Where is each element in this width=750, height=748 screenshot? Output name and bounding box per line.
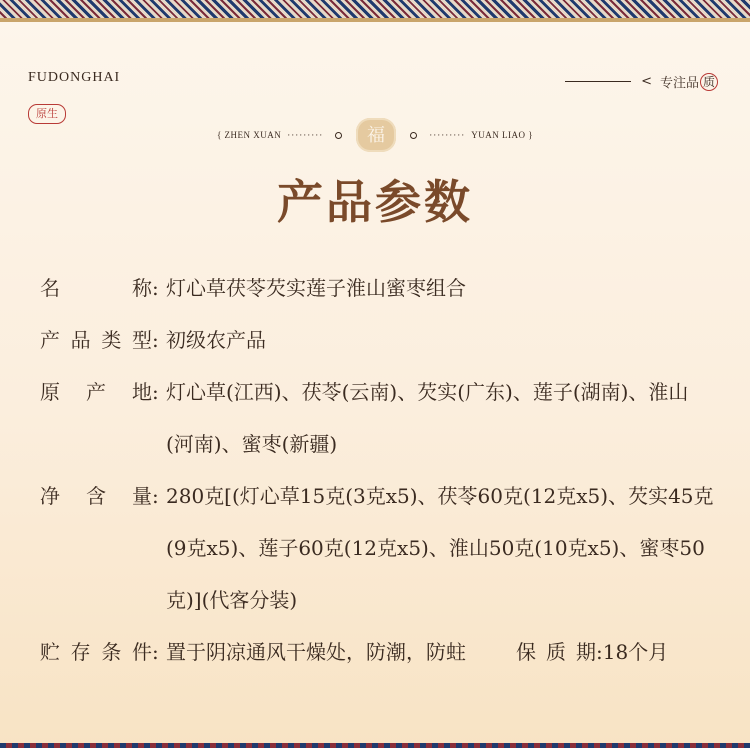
spec-value: 灯心草(江西)、茯苓(云南)、芡实(广东)、莲子(湖南)、淮山 (河南)、蜜枣(新疆) [166,380,689,456]
bottom-border [0,743,750,748]
spec-row-content: 净含量 : 280克[(灯心草15克(3克x5)、茯苓60克(12克x5)、芡实45克(9克x5)、莲子60克(12克x5)、淮山50克(10克x5)、蜜枣50克)](代客分装) [40,470,720,626]
deco-ring-icon [410,132,417,139]
spec-value: 初级农产品 [166,328,266,352]
brand-seal: 原生 [28,104,66,124]
decorative-divider [0,118,750,152]
top-ornamental-border [0,0,750,22]
brand-name: FUDONGHAI [28,70,121,85]
spec-list [40,262,720,678]
deco-dots-left: ········· [287,130,324,140]
page-title: 产品参数 [277,175,473,229]
deco-ring-icon [335,132,342,139]
storage-value: 置于阴凉通风干燥处，防潮，防蛀 [166,640,466,664]
deco-left-text: { ZHEN XUAN [216,130,282,140]
deco-dots-right: ········· [429,130,466,140]
tagline-arrow-icon: < [641,74,652,89]
spec-label: 净含量 [40,484,152,508]
spec-label: 原产地 [40,380,152,404]
fu-emblem: 福 [356,118,396,152]
tagline-line [565,81,631,82]
spec-value: 灯心草茯苓芡实莲子淮山蜜枣组合 [166,276,466,300]
deco-right-text: YUAN LIAO } [471,130,534,140]
spec-value: 置于阴凉通风干燥处，防潮，防蛀 保质期 : 18个月 [166,626,720,678]
spec-row-type: 产品类型 : 初级农产品 [40,314,720,366]
tagline [565,72,718,91]
spec-row-origin: 原产地 : 灯心草(江西)、茯苓(云南)、芡实(广东)、莲子(湖南)、淮山 (河南)、蜜枣(新疆) [40,366,720,470]
spec-row-storage: 贮存条件 : 置于阴凉通风干燥处，防潮，防蛀 保质期 : 18个月 [40,626,720,678]
spec-value: 280克[(灯心草15克(3克x5)、茯苓60克(12克x5)、芡实45克(9克x5)、莲子60克(12克x5)、淮山50克(10克x5)、蜜枣50克)](代客分装) [166,484,714,612]
spec-label: 贮存条件 [40,640,152,664]
tagline-ring-char: 质 [700,73,718,91]
spec-label: 产品类型 [40,328,152,352]
tagline-text: 专注品 [659,76,699,91]
spec-label: 名称 [40,276,152,300]
shelf-life-label: 保质期 [516,640,596,664]
shelf-life-value: 18个月 [602,640,669,664]
spec-row-name: 名称 : 灯心草茯苓芡实莲子淮山蜜枣组合 [40,262,720,314]
